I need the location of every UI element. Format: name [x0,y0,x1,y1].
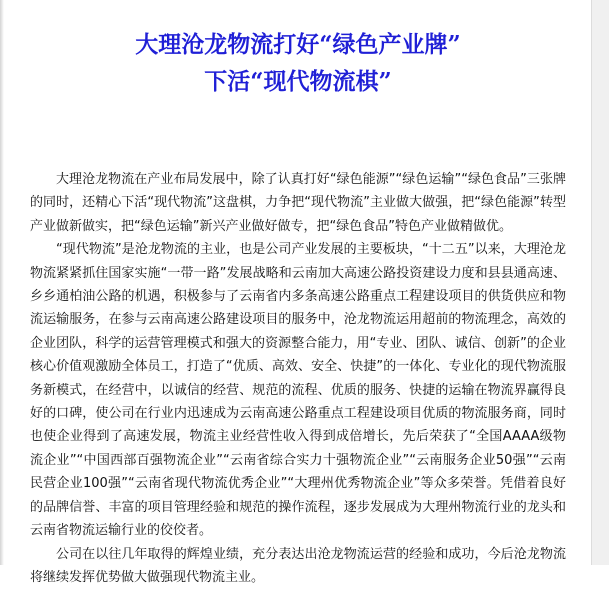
vertical-scrollbar[interactable] [591,0,609,565]
article-title-line-2: 下活“现代物流棋” [30,63,566,100]
article-title [30,26,566,100]
left-edge-shadow [0,0,4,565]
article-title-line-1: 大理沧龙物流打好“绿色产业牌” [30,26,566,63]
paragraph-1: 大理沧龙物流在产业布局发展中，除了认真打好“绿色能源”“绿色运输”“绿色食品”三张牌的同时，还精心下活“现代物流”这盘棋，力争把“现代物流”主业做大做强，把“绿色能源”转型产业做新做实，把“绿色运输”新兴产业做好做专，把“绿色食品”特色产业做精做优。 [30,168,566,238]
article-body [30,168,566,589]
paragraph-2: “现代物流”是沧龙物流的主业，也是公司产业发展的主要板块，“十二五”以来，大理沧龙物流紧紧抓住国家实施“一带一路”发展战略和云南加大高速公路投资建设力度和县县通高速、乡乡通柏油公路的机遇，积极参与了云南省内多条高速公路重点工程建设项目的供货供应和物流运输服务，在参与云南高速公路建设项目的服务中，沧龙物流运用超前的物流理念，高效的企业团队，科学的运营管理模式和强大的资源整合能力，用“专业、团队、诚信、创新”的企业核心价值观激励全体员工，打造了“优质、高效、安全、快捷”的一体化、专业化的现代物流服务新模式，在经营中，以诚信的经营、规范的流程、优质的服务、快捷的运输在物流界赢得良好的口碑，使公司在行业内迅速成为云南高速公路重点工程建设项目优质的物流服务商，同时也使企业得到了高速发展，物流主业经营性收入得到成倍增长，先后荣获了“全国AAAA级物流企业”“中国西部百强物流企业”“云南省综合实力十强物流企业”“云南服务企业50强”“云南民营企业100强”“云南省现代物流优秀企业”“大理州优秀物流企业”等众多荣誉。凭借着良好的品牌信誉、丰富的项目管理经验和规范的操作流程，逐步发展成为大理州物流行业的龙头和云南省物流运输行业的佼佼者。 [30,238,566,542]
paragraph-3: 公司在以往几年取得的辉煌业绩，充分表达出沧龙物流运营的经验和成功，今后沧龙物流将继续发挥优势做大做强现代物流主业。 [30,543,566,589]
article [30,26,566,589]
